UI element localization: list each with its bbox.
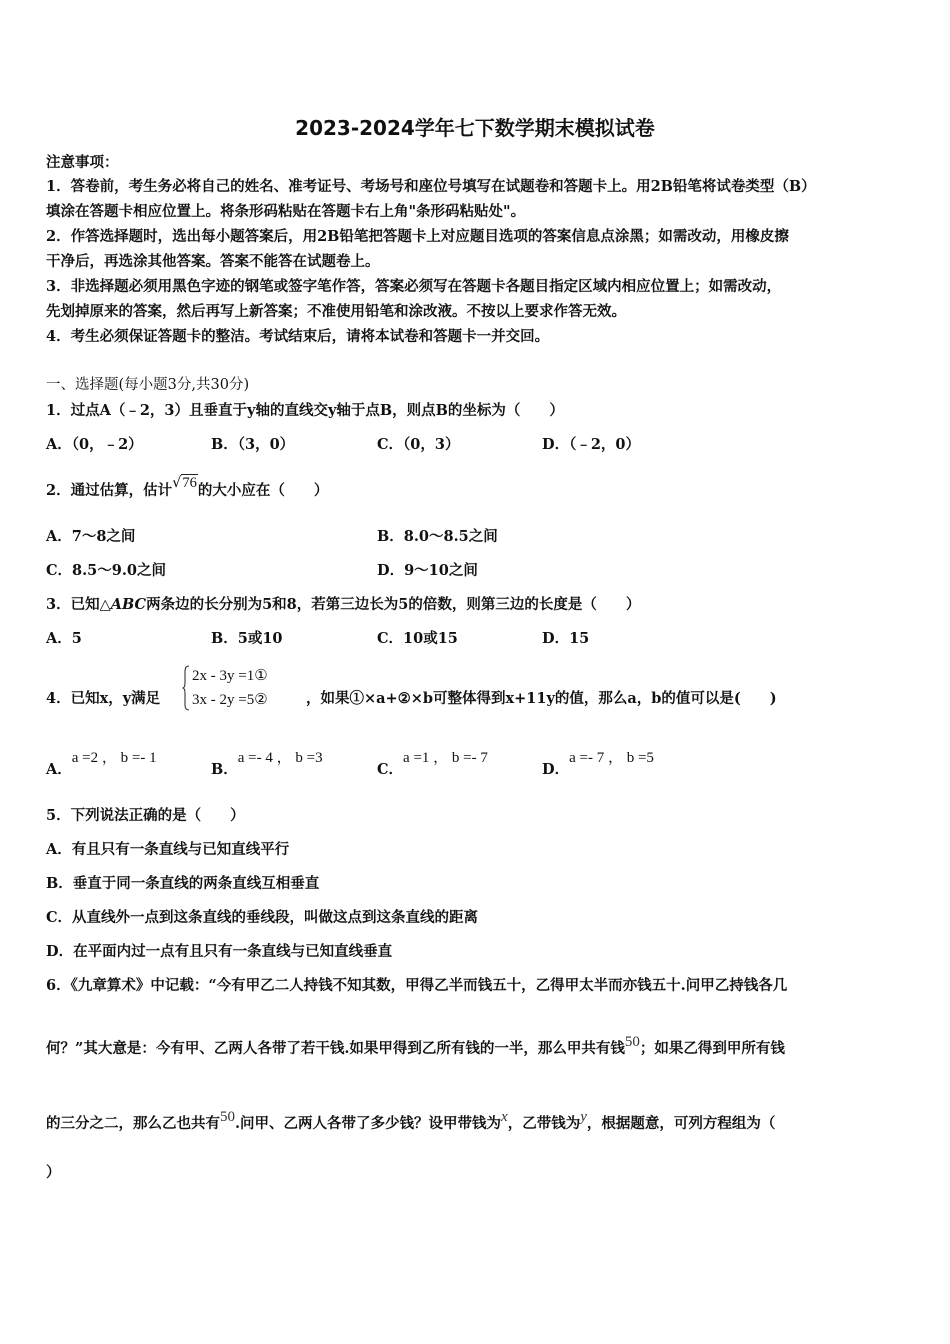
question-6-line3 xyxy=(46,1109,776,1134)
question-6-line1: 6．《九章算术》中记载：“今有甲乙二人持钱不知其数，甲得乙半而钱五十，乙得甲太半而亦钱五十.问甲乙持钱各几 xyxy=(46,977,788,994)
q2-stem-pre: 2．通过估算，估计 xyxy=(46,482,173,499)
variable-y: y xyxy=(580,1109,587,1125)
question-6-line2 xyxy=(46,1034,785,1059)
q2-option-b: B．8.0～8.5之间 xyxy=(377,528,498,545)
q3-option-b: B．5或10 xyxy=(211,630,283,647)
q1-option-c: C．（0，3） xyxy=(377,436,460,453)
option-label: A． xyxy=(46,761,72,778)
question-3-stem xyxy=(46,595,640,615)
notice-line: 填涂在答题卡相应位置上。将条形码粘贴在答题卡右上角"条形码粘贴处"。 xyxy=(46,203,526,220)
q1-option-a: A．（0，﹣2） xyxy=(46,436,143,453)
radicand: 76 xyxy=(182,475,197,491)
question-1-stem: 1．过点A（﹣2，3）且垂直于y轴的直线交y轴于点B，则点B的坐标为（ ） xyxy=(46,402,564,419)
q4-option-a xyxy=(46,750,157,780)
option-label: B． xyxy=(211,761,238,778)
triangle-abc: ABC xyxy=(110,596,147,613)
q3-option-a: A．5 xyxy=(46,630,82,647)
option-value: a =- 7 ， b =5 xyxy=(569,750,654,766)
q4-option-b xyxy=(211,750,323,780)
q3-option-c: C．10或15 xyxy=(377,630,458,647)
q2-option-d: D．9～10之间 xyxy=(377,562,478,579)
q4-option-c xyxy=(377,750,488,780)
radical-sign-icon: √ xyxy=(172,475,182,491)
q3-option-d: D．15 xyxy=(542,630,590,647)
sqrt-76 xyxy=(172,473,198,493)
equation-system xyxy=(182,665,302,715)
option-value: a =- 4 ， b =3 xyxy=(237,750,323,766)
q6-text: 何？”其大意是：今有甲、乙两人各带了若干钱.如果甲得到乙所有钱的一半，那么甲共有钱 xyxy=(46,1040,625,1057)
notice-line: 3．非选择题必须用黑色字迹的钢笔或签字笔作答，答案必须写在答题卡各题目指定区域内相应位置上；如需改动， xyxy=(46,278,782,295)
amount-50: 50 xyxy=(624,1034,640,1050)
q1-option-b: B．（3，0） xyxy=(211,436,295,453)
section-heading: 一、选择题(每小题3分,共30分) xyxy=(46,377,250,393)
q5-option-a: A．有且只有一条直线与已知直线平行 xyxy=(46,841,290,858)
page-title: 2023-2024学年七下数学期末模拟试卷 xyxy=(295,116,655,140)
option-value: a =2 ， b =- 1 xyxy=(71,750,157,766)
q2-option-a: A．7～8之间 xyxy=(46,528,136,545)
q1-option-d: D．（﹣2，0） xyxy=(542,436,641,453)
q6-text: ，乙带钱为 xyxy=(507,1115,581,1132)
notice-line: 1．答卷前，考生务必将自己的姓名、准考证号、考场号和座位号填写在试题卷和答题卡上。用2B铅笔将试卷类型（B） xyxy=(46,178,816,195)
q3-stem-pre: 3．已知△ xyxy=(46,596,111,613)
option-label: C． xyxy=(377,761,404,778)
amount-50: 50 xyxy=(220,1109,235,1125)
q4-stem-post: ，如果①×a+②×b可整体得到x+11y的值，那么a，b的值可以是( ) xyxy=(306,690,777,707)
notice-line: 2．作答选择题时，选出每小题答案后，用2B铅笔把答题卡上对应题目选项的答案信息点涂黑；如需改动，用橡皮擦 xyxy=(46,228,789,245)
option-value: a =1 ， b =- 7 xyxy=(403,750,488,766)
left-brace-icon xyxy=(182,665,190,711)
q4-stem-pre: 4．已知x，y满足 xyxy=(46,690,161,707)
notice-line: 先划掉原来的答案，然后再写上新答案；不准使用铅笔和涂改液。不按以上要求作答无效。 xyxy=(46,303,626,320)
notice-line: 干净后，再选涂其他答案。答案不能答在试题卷上。 xyxy=(46,253,380,270)
equation-2: 3x - 2y =5② xyxy=(192,692,268,708)
variable-x: x xyxy=(501,1109,508,1125)
q3-stem-post: 两条边的长分别为5和8，若第三边长为5的倍数，则第三边的长度是（ ） xyxy=(146,596,641,613)
q2-stem-post: 的大小应在（ ） xyxy=(197,482,329,499)
option-label: D． xyxy=(542,761,570,778)
question-5-stem: 5．下列说法正确的是（ ） xyxy=(46,807,245,824)
q2-option-c: C．8.5～9.0之间 xyxy=(46,562,166,579)
q5-option-b: B．垂直于同一条直线的两条直线互相垂直 xyxy=(46,875,320,892)
equation-1: 2x - 3y =1① xyxy=(192,668,268,684)
q5-option-d: D．在平面内过一点有且只有一条直线与已知直线垂直 xyxy=(46,943,393,960)
q4-option-d xyxy=(542,750,654,780)
notice-line: 4．考生必须保证答题卡的整洁。考试结束后，请将本试卷和答题卡一并交回。 xyxy=(46,328,550,345)
question-2-stem xyxy=(46,475,329,501)
q6-text: ，根据题意，可列方程组为（ xyxy=(586,1115,776,1132)
q5-option-c: C．从直线外一点到这条直线的垂线段，叫做这点到这条直线的距离 xyxy=(46,909,479,926)
notice-heading: 注意事项： xyxy=(46,154,119,171)
q6-text: 的三分之二，那么乙也共有 xyxy=(46,1115,220,1132)
q6-text: .问甲、乙两人各带了多少钱？设甲带钱为 xyxy=(235,1115,502,1132)
question-6-line4: ） xyxy=(46,1164,61,1181)
q6-text: ；如果乙得到甲所有钱 xyxy=(639,1040,785,1057)
